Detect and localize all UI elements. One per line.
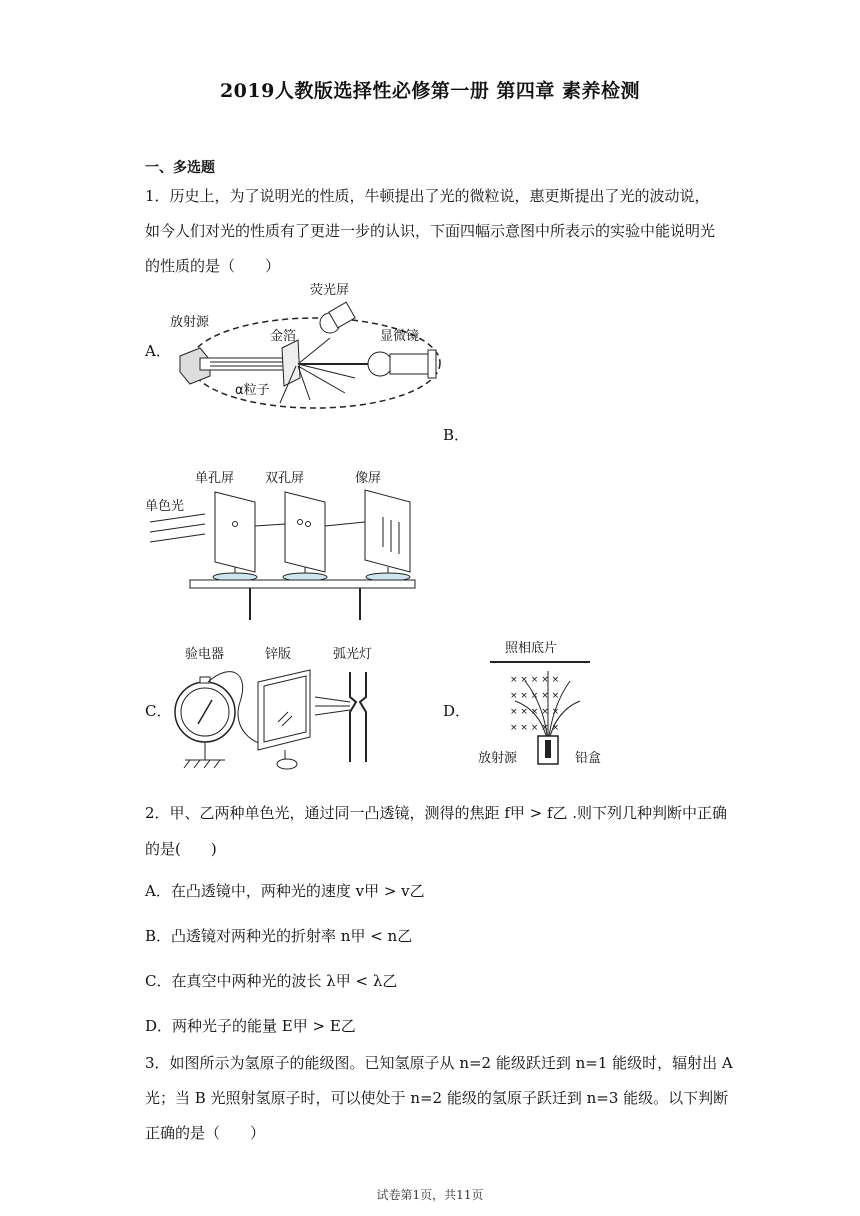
- fig-b-mono-label: 单色光: [145, 499, 185, 514]
- q3-line-2: 光；当 B 光照射氢原子时，可以使处于 n=2 能级的氢原子跃迁到 n=3 能级。以下判断: [145, 1089, 729, 1107]
- svg-text:× × × × ×: × × × × ×: [510, 675, 560, 685]
- q1-option-a-label: A．: [145, 342, 171, 360]
- q2-line-2: 的是( ): [145, 840, 217, 858]
- fig-a-screen-label: 荧光屏: [310, 283, 350, 298]
- fig-d-film-label: 照相底片: [505, 641, 558, 656]
- page-title: 2019人教版选择性必修第一册 第四章 素养检测: [219, 80, 641, 102]
- fig-d-source-label: 放射源: [478, 751, 518, 766]
- fig-a-alpha-label: α粒子: [235, 383, 270, 398]
- fig-c-arc-label: 弧光灯: [333, 647, 373, 662]
- q3-line-3: 正确的是（ ）: [145, 1124, 266, 1142]
- q1-option-c-label: C．: [145, 702, 172, 720]
- figure-alpha-scattering: [170, 278, 445, 418]
- q2-option-c: C．在真空中两种光的波长 λ甲 < λ乙: [145, 972, 398, 990]
- q3-line-1: 3．如图所示为氢原子的能级图。已知氢原子从 n=2 能级跃迁到 n=1 能级时，辐射出 A: [145, 1054, 733, 1072]
- fig-b-double-label: 双孔屏: [265, 471, 305, 486]
- fig-a-foil-label: 金箔: [270, 329, 297, 344]
- fig-b-single-label: 单孔屏: [195, 471, 235, 486]
- q1-line-1: 1．历史上，为了说明光的性质，牛顿提出了光的微粒说，惠更斯提出了光的波动说，: [145, 187, 710, 205]
- fig-c-electroscope-label: 验电器: [185, 647, 225, 662]
- page-footer: 试卷第1页，共11页: [376, 1188, 484, 1202]
- fig-c-zinc-label: 锌版: [265, 647, 292, 662]
- fig-b-image-label: 像屏: [355, 471, 382, 486]
- q2-line-1: 2．甲、乙两种单色光，通过同一凸透镜，测得的焦距 f甲 > f乙 .则下列几种判断中正确: [145, 804, 728, 822]
- svg-text:× × × × ×: × × × × ×: [510, 723, 560, 733]
- section-heading: 一、多选题: [145, 160, 215, 176]
- q2-option-d: D．两种光子的能量 E甲 > E乙: [145, 1017, 356, 1035]
- fig-d-box-label: 铅盒: [575, 751, 602, 766]
- figure-photoelectric: [170, 642, 385, 774]
- svg-text:× × × × ×: × × × × ×: [510, 691, 560, 701]
- q1-option-d-label: D．: [443, 702, 471, 720]
- q1-line-2: 如今人们对光的性质有了更进一步的认识，下面四幅示意图中所表示的实验中能说明光: [145, 222, 716, 240]
- q1-line-3: 的性质的是（ ）: [145, 257, 281, 275]
- q2-option-a: A．在凸透镜中，两种光的速度 v甲 > v乙: [145, 882, 425, 900]
- svg-text:× × × × ×: × × × × ×: [510, 707, 560, 717]
- q2-option-b: B．凸透镜对两种光的折射率 n甲 < n乙: [145, 927, 413, 945]
- figure-double-slit: [145, 462, 425, 622]
- fig-a-source-label: 放射源: [170, 315, 210, 330]
- figure-radiation-field: [470, 636, 610, 776]
- fig-a-microscope-label: 显微镜: [380, 329, 420, 344]
- q1-option-b-label: B．: [443, 426, 470, 444]
